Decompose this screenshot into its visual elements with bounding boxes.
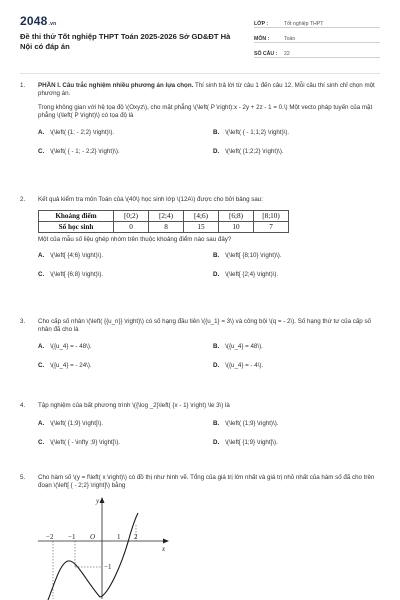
tick-label: −1 xyxy=(104,563,112,571)
meta-row-subject xyxy=(254,31,380,43)
option-c[interactable] xyxy=(38,362,92,370)
option-text: \(\left( { - \infty ;9} \right]\). xyxy=(50,439,120,447)
option-text: \(\left( {1;9} \right)\). xyxy=(225,420,279,428)
table-cell: [8;10) xyxy=(254,211,289,222)
question-body xyxy=(38,82,380,121)
option-text: \(\left( {1; - 2;2} \right)\). xyxy=(50,128,115,136)
question-text: Tập nghiệm của bất phương trình \({\log _2}\left( {x - 1} \right) \le 3\) là xyxy=(38,402,230,409)
option-text: \(\left( { - 1; - 2;2} \right)\). xyxy=(50,147,120,155)
section-intro xyxy=(38,82,380,99)
meta-value: 22 xyxy=(284,51,290,57)
frequency-table xyxy=(38,210,289,233)
function-graph xyxy=(38,495,178,600)
option-d[interactable] xyxy=(213,148,284,156)
table-cell: 10 xyxy=(219,222,254,233)
tick-label: 2 xyxy=(134,533,138,541)
meta-row-count xyxy=(254,46,380,58)
option-c[interactable] xyxy=(38,271,103,279)
question-number: 4. xyxy=(20,402,26,409)
option-text: \({u_4} = 48\). xyxy=(225,342,263,350)
option-text: \(\left( {1;9} \right]\). xyxy=(50,420,104,428)
option-label: D. xyxy=(213,361,220,369)
tick-label: 1 xyxy=(117,533,121,541)
option-label: C. xyxy=(38,361,45,369)
option-a[interactable] xyxy=(38,129,114,137)
option-text: \(\left[ {8;10} \right)\). xyxy=(225,251,282,259)
question-text: Cho cấp số nhân \(\left( {{u_n}} \right)\) có số hạng đầu tiên \({u_1} = 3\) và công bội \(q = - 2\). Số hạng thứ tư của cấp số nhân đã cho là xyxy=(38,318,371,334)
option-b[interactable] xyxy=(213,129,289,137)
table-cell: 15 xyxy=(184,222,219,233)
option-label: D. xyxy=(213,270,220,278)
tick-label: −2 xyxy=(46,533,54,541)
question-5 xyxy=(20,474,380,491)
table-header-cell: Số học sinh xyxy=(39,222,114,233)
table-cell: [6;8) xyxy=(219,211,254,222)
answer-options xyxy=(38,129,380,167)
question-number: 5. xyxy=(20,474,26,481)
option-a[interactable] xyxy=(38,343,92,351)
question-1 xyxy=(20,82,380,167)
option-a[interactable] xyxy=(38,252,103,260)
tick-label: −1 xyxy=(68,533,76,541)
question-4 xyxy=(20,402,380,458)
table-row xyxy=(39,211,289,222)
option-label: B. xyxy=(213,251,220,259)
question-text: Kết quả kiểm tra môn Toán của \(40\) học sinh lớp \(12A\) được cho bởi bảng sau: xyxy=(38,196,263,203)
question-text: Cho hàm số \(y = f\left( x \right)\) có đồ thị như hình vẽ. Tổng của giá trị lớn nhất và giá trị nhỏ nhất của hàm số đã cho trên đoạn \(\left[ { - 2;2} \right]\) bằng xyxy=(38,474,375,490)
option-label: C. xyxy=(38,270,45,278)
table-row xyxy=(39,222,289,233)
site-logo[interactable] xyxy=(20,14,56,28)
table-header-cell: Khoảng điểm xyxy=(39,211,114,222)
function-curve xyxy=(48,513,138,600)
header-divider xyxy=(20,73,380,74)
meta-key: LỚP : xyxy=(254,21,269,27)
question-number: 3. xyxy=(20,318,26,325)
meta-value: Tốt nghiệp THPT xyxy=(284,21,324,27)
answer-options xyxy=(38,343,380,381)
option-label: D. xyxy=(213,147,220,155)
logo-text: 2048 xyxy=(20,14,48,28)
question-body xyxy=(38,318,380,335)
section-instructions: Thí sinh trả lời từ câu 1 đến câu 12. Mỗi câu thí sinh chỉ chọn một phương án. xyxy=(38,82,375,98)
exam-meta xyxy=(254,16,380,61)
section-heading: PHẦN I. Câu trắc nghiệm nhiều phương án lựa chọn. xyxy=(38,82,194,89)
option-text: \(\left[ {1;9} \right]\). xyxy=(225,439,278,447)
answer-options xyxy=(38,252,380,290)
question-number: 2. xyxy=(20,196,26,203)
meta-row-class xyxy=(254,16,380,28)
option-label: D. xyxy=(213,439,220,447)
x-axis-label: x xyxy=(162,545,166,553)
page-header xyxy=(20,14,380,72)
option-text: \(\left( { - 1;1;2} \right)\). xyxy=(225,128,290,136)
option-text: \(\left[ {2;4} \right)\). xyxy=(225,270,279,278)
question-2 xyxy=(20,196,380,290)
option-a[interactable] xyxy=(38,420,103,428)
option-label: B. xyxy=(213,420,220,428)
option-d[interactable] xyxy=(213,271,278,279)
question-text: Một của mẫu số liệu ghép nhóm trên thuộc khoảng điểm nào sau đây? xyxy=(38,236,232,244)
option-b[interactable] xyxy=(213,252,282,260)
y-axis-arrow-icon xyxy=(100,497,105,503)
meta-key: SỐ CÂU : xyxy=(254,51,278,57)
table-cell: 8 xyxy=(149,222,184,233)
question-text: Trong không gian với hệ tọa độ \(Oxyz\), cho mặt phẳng \(\left( P \right):x - 2y + 2z - 1 = 0.\) Một vecto pháp tuyến của mặt phẳng \(\left( P \right)\) có tọa độ là xyxy=(38,103,373,120)
option-text: \(\left( {1;2;2} \right)\). xyxy=(225,147,284,155)
origin-label: O xyxy=(90,533,96,541)
question-body xyxy=(38,402,380,410)
option-text: \({u_4} = - 24\). xyxy=(50,361,92,369)
option-text: \({u_4} = - 48\). xyxy=(50,342,92,350)
x-axis-arrow-icon xyxy=(163,539,169,544)
question-body xyxy=(38,474,380,491)
table-cell: [4;6) xyxy=(184,211,219,222)
option-label: B. xyxy=(213,342,220,350)
answer-options xyxy=(38,420,380,458)
option-d[interactable] xyxy=(213,439,278,447)
table-cell: 7 xyxy=(254,222,289,233)
option-text: \(\left[ {4;6} \right)\). xyxy=(50,251,104,259)
option-b[interactable] xyxy=(213,343,263,351)
table-cell: 0 xyxy=(114,222,149,233)
option-text: \({u_4} = - 4\). xyxy=(225,361,264,369)
question-number: 1. xyxy=(20,82,26,89)
option-label: A. xyxy=(38,420,45,428)
option-label: A. xyxy=(38,128,45,136)
table-cell: [0;2) xyxy=(114,211,149,222)
option-label: C. xyxy=(38,439,45,447)
option-label: A. xyxy=(38,342,45,350)
meta-key: MÔN : xyxy=(254,36,270,42)
question-body xyxy=(38,196,380,245)
logo-suffix: .vn xyxy=(48,21,57,27)
option-label: C. xyxy=(38,147,45,155)
meta-value: Toán xyxy=(284,36,296,42)
option-c[interactable] xyxy=(38,439,120,447)
option-b[interactable] xyxy=(213,420,279,428)
option-label: A. xyxy=(38,251,45,259)
option-text: \(\left[ {6;8} \right)\). xyxy=(50,270,104,278)
page-title: Đề thi thử Tốt nghiệp THPT Toán 2025-2026 Sở GD&ĐT Hà Nội có đáp án xyxy=(20,32,231,51)
option-d[interactable] xyxy=(213,362,263,370)
y-axis-label: y xyxy=(96,497,100,505)
option-label: B. xyxy=(213,128,220,136)
question-3 xyxy=(20,318,380,381)
option-c[interactable] xyxy=(38,148,120,156)
table-cell: [2;4) xyxy=(149,211,184,222)
